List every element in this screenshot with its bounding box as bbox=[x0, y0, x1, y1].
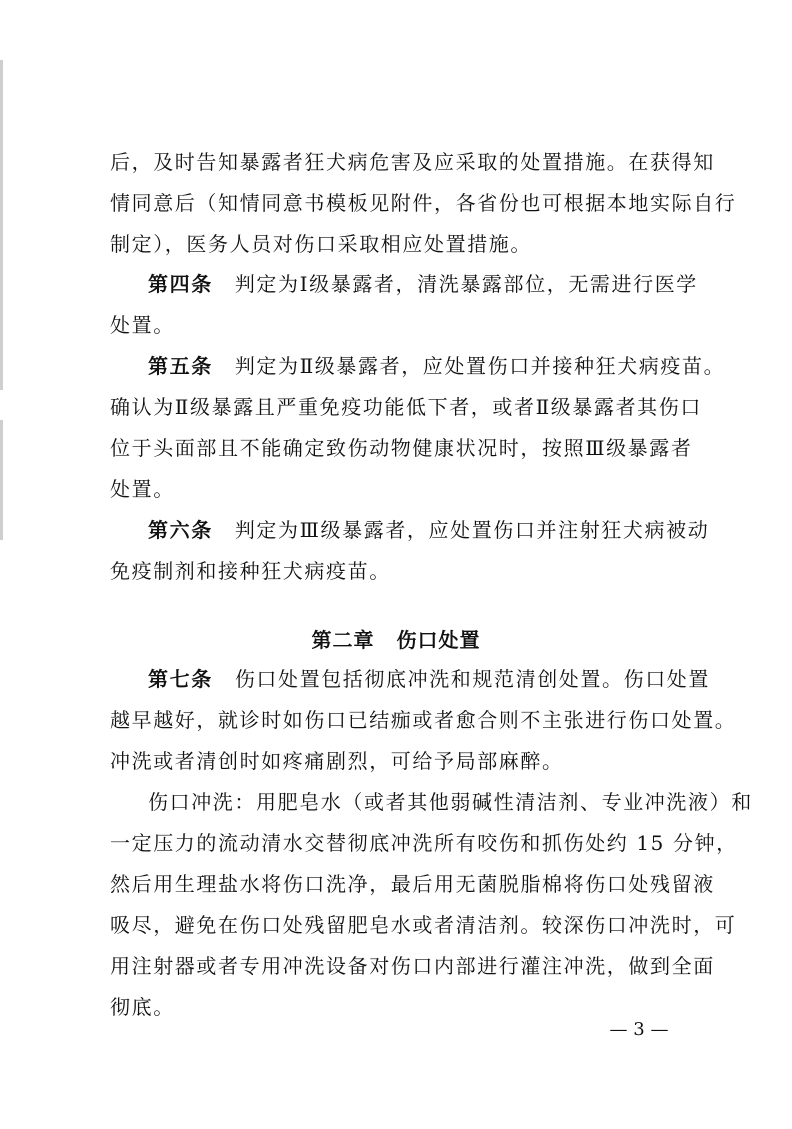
article-6-line bbox=[148, 516, 710, 544]
article-label: 第七条 bbox=[148, 667, 213, 691]
text-line: 吸尽，避免在伤口处残留肥皂水或者清洁剂。较深伤口冲洗时，可 bbox=[110, 913, 737, 937]
text-line: 然后用生理盐水将伤口洗净，最后用无菌脱脂棉将伤口处残留液 bbox=[110, 872, 715, 896]
text-line: 伤口冲洗：用肥皂水（或者其他弱碱性清洁剂、专业冲洗液）和 bbox=[148, 790, 753, 814]
article-label: 第四条 bbox=[148, 272, 213, 296]
article-5-line bbox=[148, 352, 726, 380]
article-text: 伤口处置包括彻底冲洗和规范清创处置。伤口处置 bbox=[234, 667, 711, 691]
text-line: 制定），医务人员对伤口采取相应处置措施。 bbox=[110, 232, 532, 256]
article-text: 判定为Ⅱ级暴露者，应处置伤口并接种狂犬病疫苗。 bbox=[234, 354, 726, 378]
text-line: 冲洗或者清创时如疼痛剧烈，可给予局部麻醉。 bbox=[110, 749, 564, 773]
article-label: 第五条 bbox=[148, 354, 213, 378]
article-4-line bbox=[148, 270, 698, 298]
text-line: 确认为Ⅱ级暴露且严重免疫功能低下者，或者Ⅱ级暴露者其伤口 bbox=[110, 395, 702, 419]
text-line: 用注射器或者专用冲洗设备对伤口内部进行灌注冲洗，做到全面 bbox=[110, 954, 715, 978]
text-line: 处置。 bbox=[110, 313, 175, 337]
text-line: 一定压力的流动清水交替彻底冲洗所有咬伤和抓伤处约 15 分钟， bbox=[110, 831, 738, 855]
text-line: 处置。 bbox=[110, 477, 175, 501]
chapter-heading bbox=[0, 626, 792, 654]
chapter-number: 第二章 bbox=[311, 628, 375, 652]
article-7-line bbox=[148, 665, 711, 693]
page-number: — 3 — bbox=[609, 1019, 669, 1040]
scan-edge-mark bbox=[0, 60, 3, 390]
scan-edge-mark bbox=[0, 420, 3, 540]
text-line: 越早越好，就诊时如伤口已结痂或者愈合则不主张进行伤口处置。 bbox=[110, 708, 737, 732]
article-text: 判定为Ⅲ级暴露者，应处置伤口并注射狂犬病被动 bbox=[234, 518, 710, 542]
text-line: 免疫制剂和接种狂犬病疫苗。 bbox=[110, 559, 391, 583]
article-text: 判定为Ⅰ级暴露者，清洗暴露部位，无需进行医学 bbox=[234, 272, 698, 296]
article-label: 第六条 bbox=[148, 518, 213, 542]
text-line: 位于头面部且不能确定致伤动物健康状况时，按照Ⅲ级暴露者 bbox=[110, 436, 693, 460]
chapter-title: 伤口处置 bbox=[396, 628, 481, 652]
text-line: 情同意后（知情同意书模板见附件，各省份也可根据本地实际自行 bbox=[110, 191, 737, 215]
text-line: 后，及时告知暴露者狂犬病危害及应采取的处置措施。在获得知 bbox=[110, 150, 715, 174]
text-line: 彻底。 bbox=[110, 995, 175, 1019]
